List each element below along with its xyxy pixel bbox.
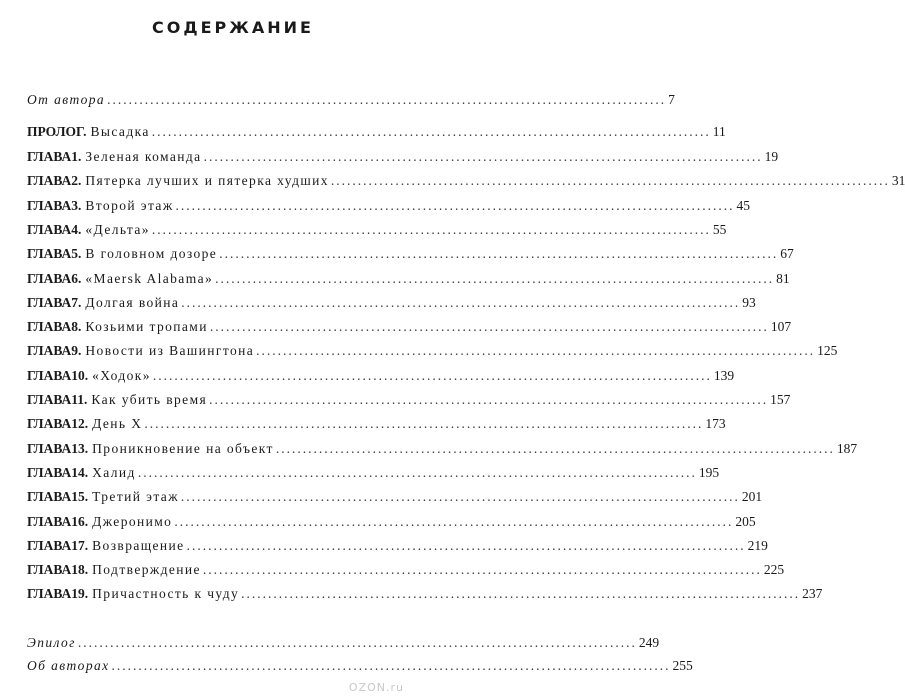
watermark: OZON.ru: [348, 681, 404, 694]
toc-entry-chapter[interactable]: [27, 366, 735, 386]
toc-entry-label: ГЛАВА: [27, 173, 72, 189]
leader-dots: ........................................................................................................: [151, 124, 711, 139]
leader-dots: ........................................................................................................: [215, 270, 775, 286]
toc-entry-number: 1.: [71, 149, 82, 164]
toc-entry-chapter[interactable]: [27, 414, 726, 434]
toc-entry-chapter[interactable]: [27, 512, 756, 532]
toc-entry-number: 19.: [71, 586, 89, 602]
leader-dots: ........................................................................................................: [107, 92, 667, 107]
toc-entry-page: 7: [668, 92, 675, 107]
toc-entry-number: 3.: [71, 197, 82, 213]
toc-entry-title: «Ходок»: [92, 367, 151, 383]
leader-dots: ........................................................................................................: [241, 586, 801, 602]
toc-entry-title: Джеронимо: [92, 513, 173, 529]
toc-entry-title: «Maersk Alabama»: [85, 270, 214, 286]
toc-entry-chapter[interactable]: [27, 463, 720, 483]
toc-entry-title: Проникновение на объект: [92, 440, 274, 456]
toc-entry-chapter[interactable]: [27, 171, 905, 191]
toc-entry-label: ГЛАВА: [27, 392, 72, 407]
toc-entry-title: Козьими тропами: [85, 319, 208, 335]
toc-entry-title: Второй этаж: [85, 197, 174, 213]
toc-entry-label: ГЛАВА: [27, 221, 72, 237]
toc-entry-title: Подтверждение: [92, 562, 201, 578]
leader-dots: ........................................................................................................: [202, 562, 762, 578]
toc-entry-number: 10.: [71, 367, 89, 383]
toc-entry-label: ГЛАВА: [27, 343, 72, 359]
toc-entry-label: ГЛАВА: [27, 537, 72, 553]
toc-entry-page: 249: [638, 635, 660, 650]
toc-entry-chapter[interactable]: [27, 269, 790, 289]
toc-entry-number: 2.: [71, 173, 82, 189]
toc-entry-title: Пятерка лучших и пятерка худших: [85, 173, 329, 189]
toc-entry-label: ГЛАВА: [27, 416, 72, 432]
toc-entry-chapter[interactable]: [27, 439, 858, 459]
toc-entry-label: ГЛАВА: [27, 367, 72, 383]
leader-dots: ........................................................................................................: [256, 343, 816, 359]
toc-entry-chapter[interactable]: [27, 536, 768, 556]
toc-entry-number: 6.: [71, 270, 82, 286]
toc-entry-number: 15.: [71, 489, 89, 505]
leader-dots: ........................................................................................................: [209, 392, 769, 407]
toc-entry-number: 12.: [71, 416, 89, 432]
toc-entry-chapter[interactable]: [27, 560, 785, 580]
toc-entry-label: ГЛАВА: [27, 562, 72, 578]
leader-dots: ........................................................................................................: [275, 440, 835, 456]
toc-entry-chapter[interactable]: [27, 196, 751, 216]
toc-entry-title: Долгая война: [85, 294, 180, 310]
leader-dots: ........................................................................................................: [209, 319, 769, 335]
toc-entry-chapter[interactable]: [27, 584, 823, 604]
toc-entry-chapter[interactable]: [27, 341, 838, 361]
toc-entry-title: Новости из Вашингтона: [85, 343, 255, 359]
toc-entry-title: Зеленая команда: [85, 149, 202, 164]
toc-entry-number: 17.: [71, 537, 89, 553]
toc-entry-number: 9.: [71, 343, 82, 359]
toc-entry-number: 14.: [71, 464, 89, 480]
toc-entry-title: Высадка: [90, 124, 150, 139]
toc-entry-page: 11: [712, 124, 726, 139]
toc-entry-label: ГЛАВА: [27, 246, 72, 262]
leader-dots: ........................................................................................................: [152, 367, 712, 383]
toc-entry-prologue[interactable]: [27, 122, 726, 142]
page-title: СОДЕРЖАНИЕ: [152, 18, 314, 37]
toc-entry-page: 187: [836, 440, 858, 456]
toc-entry-page: 31: [891, 173, 905, 189]
toc-entry-label: ГЛАВА: [27, 513, 72, 529]
toc-entry-page: 93: [742, 294, 756, 310]
leader-dots: ........................................................................................................: [186, 537, 746, 553]
toc-entry-page: 125: [817, 343, 838, 359]
toc-entry-label: ГЛАВА: [27, 294, 72, 310]
toc-entry-label: ГЛАВА: [27, 197, 72, 213]
toc-entry-number: 16.: [71, 513, 89, 529]
toc-entry-label: ГЛАВА: [27, 270, 72, 286]
toc-entry-page: 45: [736, 197, 751, 213]
leader-dots: ........................................................................................................: [111, 658, 671, 673]
toc-entry-page: 205: [735, 513, 756, 529]
toc-entry-chapter[interactable]: [27, 220, 727, 240]
toc-entry-number: 7.: [71, 294, 82, 310]
leader-dots: ........................................................................................................: [144, 416, 704, 432]
toc-entry-number: 8.: [71, 319, 82, 335]
toc-entry-label: ГЛАВА: [27, 464, 72, 480]
toc-entry-title: Возвращение: [92, 537, 185, 553]
toc-entry-page: 255: [672, 658, 693, 673]
toc-entry-title: От автора: [27, 92, 106, 107]
toc-entry-page: 157: [770, 392, 791, 407]
leader-dots: ........................................................................................................: [175, 197, 735, 213]
toc-entry-title: «Дельта»: [85, 221, 150, 237]
toc-entry-page: 67: [780, 246, 794, 262]
leader-dots: ........................................................................................................: [77, 635, 637, 650]
toc-entry-number: 11.: [71, 392, 88, 407]
toc-entry-number: 4.: [71, 221, 82, 237]
toc-entry-title: Третий этаж: [92, 489, 179, 505]
toc-entry-number: 5.: [71, 246, 82, 262]
leader-dots: ........................................................................................................: [219, 246, 779, 262]
toc-entry-page: 55: [712, 221, 727, 237]
toc-entry-title: Эпилог: [27, 635, 76, 650]
toc-entry-page: 139: [713, 367, 735, 383]
leader-dots: ........................................................................................................: [181, 294, 741, 310]
toc-entry-label: ГЛАВА: [27, 319, 72, 335]
toc-entry-label: ГЛАВА: [27, 489, 72, 505]
leader-dots: ........................................................................................................: [203, 149, 763, 164]
toc-entry-number: 18.: [71, 562, 89, 578]
toc-entry-page: 173: [705, 416, 726, 432]
toc-entry-label: ПРОЛОГ.: [27, 124, 87, 139]
toc-entry-page: 219: [747, 537, 768, 553]
toc-entry-chapter[interactable]: [27, 293, 756, 313]
toc-entry-page: 19: [764, 149, 779, 164]
toc-entry-page: 201: [741, 489, 763, 505]
toc-entry-chapter[interactable]: [27, 317, 792, 337]
toc-entry-title: День X: [92, 416, 143, 432]
leader-dots: ........................................................................................................: [180, 489, 740, 505]
toc-entry-label: ГЛАВА: [27, 586, 72, 602]
toc-entry-number: 13.: [71, 440, 89, 456]
leader-dots: ........................................................................................................: [137, 464, 697, 480]
leader-dots: ........................................................................................................: [151, 221, 711, 237]
toc-entry-title: В головном дозоре: [85, 246, 218, 262]
toc-entry-about-authors[interactable]: [27, 656, 693, 676]
leader-dots: ........................................................................................................: [330, 173, 890, 189]
toc-entry-title: Об авторах: [27, 658, 110, 673]
toc-entry-author[interactable]: [27, 90, 675, 110]
toc-entry-page: 107: [770, 319, 792, 335]
toc-entry-title: Причастность к чуду: [92, 586, 240, 602]
toc-entry-chapter[interactable]: [27, 487, 763, 507]
toc-entry-label: ГЛАВА: [27, 440, 72, 456]
toc-entry-title: Как убить время: [91, 392, 208, 407]
leader-dots: ........................................................................................................: [174, 513, 734, 529]
toc-entry-page: 195: [698, 464, 720, 480]
toc-entry-chapter[interactable]: [27, 244, 794, 264]
toc-entry-chapter[interactable]: [27, 147, 779, 167]
toc-entry-page: 81: [776, 270, 790, 286]
toc-entry-label: ГЛАВА: [27, 149, 72, 164]
toc-entry-chapter[interactable]: [27, 390, 791, 410]
toc-entry-page: 225: [763, 562, 785, 578]
toc-entry-title: Халид: [92, 464, 136, 480]
toc-entry-page: 237: [802, 586, 823, 602]
toc-entry-epilogue[interactable]: [27, 633, 660, 653]
